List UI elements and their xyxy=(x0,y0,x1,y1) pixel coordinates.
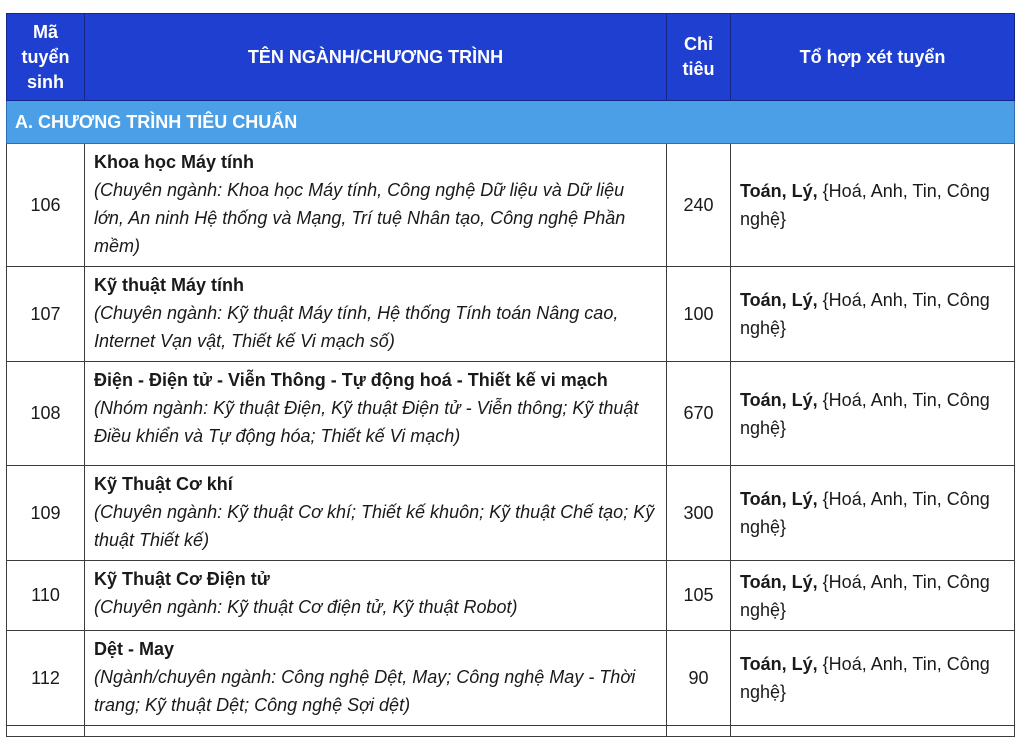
table-header xyxy=(7,14,1015,101)
combo-optional: {Hoá, Anh, Tin, Công nghệ} xyxy=(740,571,990,620)
quota: 90 xyxy=(667,631,731,726)
table-row xyxy=(7,267,1015,362)
partial-cell xyxy=(667,726,731,737)
program-description: (Chuyên ngành: Kỹ thuật Cơ khí; Thiết kế khuôn; Kỹ thuật Chế tạo; Kỹ thuật Thiết kế) xyxy=(94,502,655,550)
program-name: Dệt - May xyxy=(94,639,175,659)
section-row xyxy=(7,101,1015,144)
combo-required: Toán, Lý, xyxy=(740,389,818,410)
table-row-partial xyxy=(7,726,1015,737)
program-name: Kỹ Thuật Cơ khí xyxy=(94,474,233,494)
program-cell xyxy=(85,144,667,267)
program-name: Điện - Điện tử - Viễn Thông - Tự động hoá - Thiết kế vi mạch xyxy=(94,370,608,390)
program-description: (Chuyên ngành: Kỹ thuật Máy tính, Hệ thống Tính toán Nâng cao, Internet Vạn vật, Thiết kế Vi mạch số) xyxy=(94,303,619,351)
header-code-line-1: Mã xyxy=(32,21,58,42)
table-row xyxy=(7,631,1015,726)
table-row xyxy=(7,144,1015,267)
section-title: A. CHƯƠNG TRÌNH TIÊU CHUẨN xyxy=(7,101,1015,144)
partial-cell xyxy=(7,726,85,737)
program-cell xyxy=(85,561,667,631)
subject-combination xyxy=(731,561,1015,631)
header-combo: Tổ hợp xét tuyển xyxy=(731,14,1015,101)
program-code: 109 xyxy=(7,466,85,561)
header-quota xyxy=(667,14,731,101)
combo-optional: {Hoá, Anh, Tin, Công nghệ} xyxy=(740,290,990,338)
combo-optional: {Hoá, Anh, Tin, Công nghệ} xyxy=(740,489,990,537)
subject-combination xyxy=(731,144,1015,267)
program-cell xyxy=(85,267,667,362)
program-code: 110 xyxy=(7,561,85,631)
subject-combination xyxy=(731,267,1015,362)
header-quota-line-1: Chỉ xyxy=(684,34,713,54)
combo-required: Toán, Lý, xyxy=(740,654,818,674)
program-description: (Nhóm ngành: Kỹ thuật Điện, Kỹ thuật Điện tử - Viễn thông; Kỹ thuật Điều khiển và Tự động hóa; Thiết kế Vi mạch) xyxy=(94,398,639,446)
program-name: Khoa học Máy tính xyxy=(94,152,255,172)
program-code: 108 xyxy=(7,362,85,466)
subject-combination xyxy=(731,466,1015,561)
quota: 300 xyxy=(667,466,731,561)
program-code: 112 xyxy=(7,631,85,726)
program-description: (Chuyên ngành: Khoa học Máy tính, Công nghệ Dữ liệu và Dữ liệu lớn, An ninh Hệ thống và Mạng, Trí tuệ Nhân tạo, Công nghệ Phần mềm) xyxy=(94,180,626,256)
program-cell xyxy=(85,466,667,561)
program-cell xyxy=(85,362,667,466)
program-description: (Ngành/chuyên ngành: Công nghệ Dệt, May; Công nghệ May - Thời trang; Kỹ thuật Dệt; Công nghệ Sợi dệt) xyxy=(94,667,636,715)
quota: 105 xyxy=(667,561,731,631)
header-code-line-3: sinh xyxy=(26,71,64,92)
quota: 240 xyxy=(667,144,731,267)
combo-required: Toán, Lý, xyxy=(740,181,818,201)
header-program: TÊN NGÀNH/CHƯƠNG TRÌNH xyxy=(85,14,667,101)
admissions-table xyxy=(6,13,1015,737)
program-name: Kỹ Thuật Cơ Điện tử xyxy=(94,569,270,589)
program-description: (Chuyên ngành: Kỹ thuật Cơ điện tử, Kỹ thuật Robot) xyxy=(94,597,518,617)
subject-combination xyxy=(731,631,1015,726)
combo-optional: {Hoá, Anh, Tin, Công nghệ} xyxy=(740,389,990,438)
program-name: Kỹ thuật Máy tính xyxy=(94,275,245,295)
header-quota-line-2: tiêu xyxy=(682,59,715,79)
table-row xyxy=(7,561,1015,631)
header-row xyxy=(7,14,1015,101)
quota: 100 xyxy=(667,267,731,362)
combo-required: Toán, Lý, xyxy=(740,489,818,509)
program-code: 106 xyxy=(7,144,85,267)
combo-required: Toán, Lý, xyxy=(740,290,818,310)
header-code xyxy=(7,14,85,101)
subject-combination xyxy=(731,362,1015,466)
partial-cell xyxy=(85,726,667,737)
combo-optional: {Hoá, Anh, Tin, Công nghệ} xyxy=(740,654,990,702)
combo-required: Toán, Lý, xyxy=(740,571,818,592)
header-code-line-2: tuyển xyxy=(21,46,70,67)
table-row xyxy=(7,362,1015,466)
table-row xyxy=(7,466,1015,561)
quota: 670 xyxy=(667,362,731,466)
program-code: 107 xyxy=(7,267,85,362)
partial-cell xyxy=(731,726,1015,737)
combo-optional: {Hoá, Anh, Tin, Công nghệ} xyxy=(740,181,990,229)
program-cell xyxy=(85,631,667,726)
